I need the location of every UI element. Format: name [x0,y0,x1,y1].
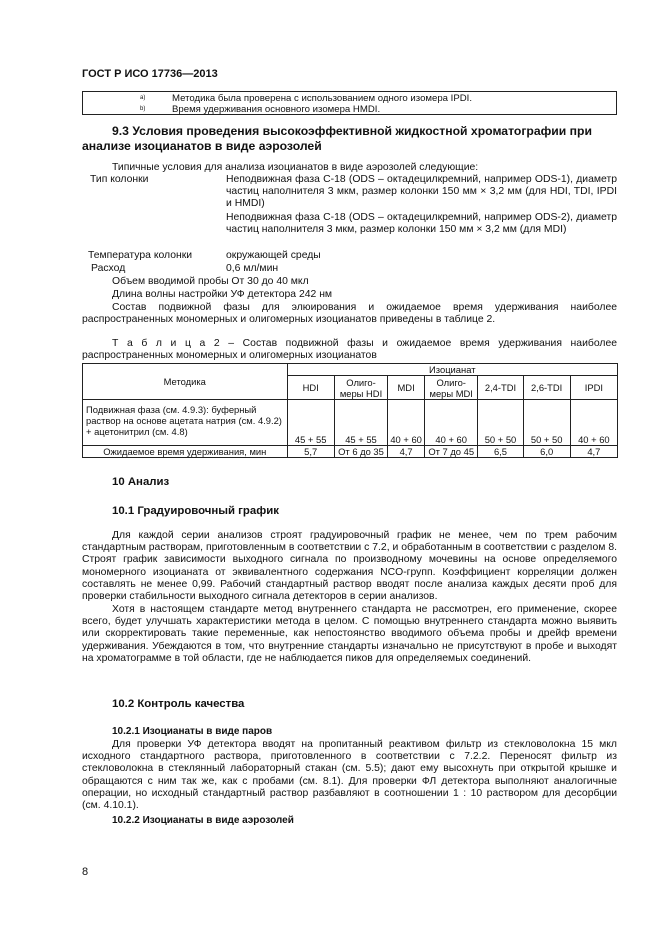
column-header: Олиго-меры HDI [334,376,388,400]
table-cell: 45 + 55 [334,400,388,446]
column-type-value-1: Неподвижная фаза С-18 (ODS – октадецилкремний, например ODS-1), диаметр частиц наполнителя 3 мкм, размер колонки 150 мм × 3,2 мм (для HDI, TDI, IPDI и HMDI) [226,174,617,210]
detector-wavelength: Длина волны настройки УФ детектора 242 нм [112,289,333,300]
column-header: 2,6-TDI [523,376,570,400]
temperature-value: окружающей среды [226,250,321,261]
section-10-2-heading: 10.2 Контроль качества [112,698,245,710]
column-header: MDI [388,376,425,400]
table-cell: 4,7 [388,446,425,458]
footnote-mark: a) [140,95,146,101]
table-cell: 5,7 [287,446,334,458]
table-cell: 6,0 [523,446,570,458]
mobile-phase-paragraph: Состав подвижной фазы для элюирования и ожидаемое время удерживания наиболее распространенных мономерных и олигомерных изоцианатов приведены в таблице 2. [82,302,617,326]
column-header: 2,4-TDI [478,376,523,400]
page-number: 8 [82,866,89,878]
section-9-3-heading: 9.3 Условия проведения высокоэффективной жидкостной хроматографии при анализе изоцианатов в виде аэрозолей [82,124,592,153]
table-cell: 40 + 60 [570,400,617,446]
footnote-text: Методика была проверена с использованием одного изомера IPDI. [172,93,473,104]
table-row [83,400,618,446]
footnote-box [82,91,617,115]
column-header: IPDI [570,376,617,400]
s1021-paragraph: Для проверки УФ детектора вводят на пропитанный реактивом фильтр из стекловолокна 15 мкл исходного стандартного раствора, приготовленного в соответствии с 7.2.2. Переносят фильтр из стекловолокна в стеклянный лабораторный стакан (см. 5.5); дают ему высохнуть при открытой крышке и обращаются с ним так же, как с пробами (см. 8.1). Для проверки ФЛ детектора выполняют аналогичные операции, но исходный стандартный раствор разбавляют в соотношении 1 : 10 раствором для десорбции (см. 4.10.1). [82,739,617,812]
table-cell: 45 + 55 [287,400,334,446]
section-10-1-heading: 10.1 Градуировочный график [112,505,279,517]
section-10-2-2-heading: 10.2.2 Изоцианаты в виде аэрозолей [112,815,294,826]
table-cell: 4,7 [570,446,617,458]
column-type-value-2: Неподвижная фаза С-18 (ODS – октадецилкремний, например ODS-2), диаметр частиц наполнителя 3 мкм, размер колонки 150 мм × 3,2 мм (для MDI) [226,212,617,236]
table-cell: От 7 до 45 [424,446,478,458]
injection-volume: Объем вводимой пробы От 30 до 40 мкл [112,276,309,287]
row-label: Ожидаемое время удерживания, мин [83,446,288,458]
table-cell: 50 + 50 [523,400,570,446]
column-type-label: Тип колонки [90,174,149,185]
isocyanate-header: Изоцианат [287,364,617,376]
table-caption: Т а б л и ц а 2 – Состав подвижной фазы и ожидаемое время удерживания наиболее распространенных мономерных и олигомерных изоцианатов [82,338,617,362]
method-header: Методика [83,364,288,400]
document-header: ГОСТ Р ИСО 17736—2013 [82,68,218,80]
temperature-label: Температура колонки [88,250,193,261]
table-2 [82,363,618,458]
table-cell: 50 + 50 [478,400,523,446]
flow-label: Расход [91,263,126,274]
table-row [83,446,618,458]
column-header: HDI [287,376,334,400]
s101-paragraph-2: Хотя в настоящем стандарте метод внутреннего стандарта не рассмотрен, его применение, скорее всего, будет улучшать характеристики метода в целом. С помощью внутреннего стандарта можно выявить или скорректировать такие переменные, как непостоянство вводимого объема пробы и дрейф времени удерживания. Убеждаются в том, что внутренние стандарты изначально не присутствуют в пробе и выходят на хроматограмме в той области, где не наблюдается пиков для определяемых соединений. [82,604,617,664]
table-cell: 40 + 60 [388,400,425,446]
column-header: Олиго-меры MDI [424,376,478,400]
row-label: Подвижная фаза (см. 4.9.3): буферный раствор на основе ацетата натрия (см. 4.9.2) + ацетонитрил (см. 4.8) [83,400,288,446]
section-10-2-1-heading: 10.2.1 Изоцианаты в виде паров [112,726,273,737]
footnote-mark: b) [140,106,146,112]
footnote-text: Время удерживания основного изомера HMDI. [172,104,381,115]
flow-value: 0,6 мл/мин [226,263,279,274]
table-cell: 6,5 [478,446,523,458]
s93-intro: Типичные условия для анализа изоцианатов в виде аэрозолей следующие: [112,162,479,173]
s101-paragraph-1: Для каждой серии анализов строят градуировочный график не менее, чем по трем рабочим стандартным растворам, приготовленным в соответствии с 7.2, и обработанным в соответствии с разделом 8. Строят график зависимости выходного сигнала по производному мочевины на основе определяемого мономерного изоцианата от эквивалентного содержания NCO-групп. Коэффициент корреляции должен составлять не менее 0,99. Рабочий стандартный раствор вводят после анализа каждых десяти проб для проверки стабильности выходного сигнала детекторов в серии анализов. [82,530,617,603]
section-10-heading: 10 Анализ [112,476,170,488]
table-cell: 40 + 60 [424,400,478,446]
table-cell: От 6 до 35 [334,446,388,458]
